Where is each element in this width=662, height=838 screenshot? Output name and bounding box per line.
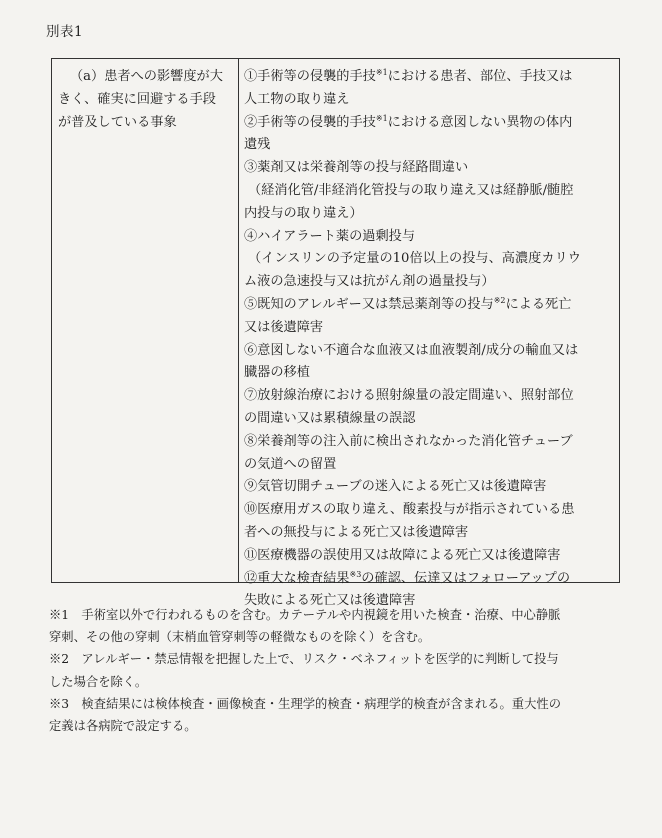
category-cell [58,66,234,134]
event-line [244,408,616,431]
event-text: における患者、部位、手技又は [387,69,573,84]
event-text: ⑪医療機器の誤使用又は故障による死亡又は後遺障害 [244,547,561,563]
event-line [244,568,616,591]
event-line [244,522,616,545]
event-text: ⑥意図しない不適合な血液又は血液製剤/成分の輸血又は [244,342,579,358]
event-item [244,294,616,340]
event-table [51,58,620,609]
event-text: ④ハイアラート薬の過剰投与 [244,228,416,244]
event-text: ②手術等の侵襲的手技 [244,114,376,130]
event-text: による死亡 [505,296,572,312]
event-item [244,66,616,112]
category-line: （a）患者への影響度が大 [70,69,223,84]
event-item [244,340,616,386]
footnote-line: ※2 アレルギー・禁忌情報を把握した上で、リスク・ベネフィットを医学的に判断して投与 [49,652,559,667]
footnote-marker: ※1 [375,113,388,123]
event-text: の気道への留置 [244,456,337,472]
event-text: 臓器の移植 [244,365,310,381]
event-line [244,317,616,340]
event-item [244,499,616,545]
event-text: （インスリンの予定量の10倍以上の投与、高濃度カリウ [248,251,581,267]
event-text: ③薬剤又は栄養剤等の投与経路間違い [244,160,469,176]
event-line [244,385,616,408]
footnote-marker: ※2 [493,295,506,305]
event-item [244,431,616,477]
event-line [244,66,616,89]
event-text: ⑧栄養剤等の注入前に検出されなかった消化管チューブ [244,433,573,449]
event-text: ム液の急速投与又は抗がん剤の過量投与） [244,274,495,290]
event-line [244,340,616,363]
event-text: ⑫重大な検査結果 [244,570,350,586]
category-line: が普及している事象 [58,114,177,130]
event-line [244,134,616,157]
event-line [244,545,616,568]
events-cell [244,66,616,613]
event-line [244,294,616,317]
event-line [244,180,616,203]
event-text: ①手術等の侵襲的手技 [244,69,376,84]
event-text: の確認、伝達又はフォローアップの [361,570,571,586]
footnote-line: ※1 手術室以外で行われるものを含む。カテーテルや内視鏡を用いた検査・治療、中心静脈 [49,608,561,622]
event-line [244,271,616,294]
event-line [244,476,616,499]
event-item [244,157,616,225]
footnote-marker: ※3 [349,569,362,579]
page-title: 別表1 [46,24,84,40]
event-item [244,112,616,158]
event-line [244,362,616,385]
footnote-line: 穿刺、その他の穿刺（末梢血管穿刺等の軽微なものを除く）を含む。 [49,630,431,645]
footnotes [49,604,624,737]
event-item [244,476,616,499]
column-divider [238,59,239,582]
event-text: 人工物の取り違え [244,91,350,107]
event-text: ⑩医療用ガスの取り違え、酸素投与が指示されている患 [244,502,575,518]
event-text: 内投与の取り違え） [244,205,363,221]
footnote-line: ※3 検査結果には検体検査・画像検査・生理学的検査・病理学的検査が含まれる。重大性の [49,696,561,711]
event-line [244,454,616,477]
event-line [244,203,616,226]
category-line: きく、確実に回避する手段 [58,91,216,107]
event-item [244,226,616,294]
footnote-marker: ※1 [375,68,388,77]
event-text: 遺残 [244,137,271,153]
footnote-line: 定義は各病院で設定する。 [49,719,197,734]
event-line [244,248,616,271]
footnote-line: した場合を除く。 [49,674,148,689]
event-text: （経消化管/非経消化管投与の取り違え又は経静脈/髄腔 [248,182,574,198]
event-text: ⑦放射線治療における照射線量の設定間違い、照射部位 [244,388,574,404]
event-line [244,226,616,249]
event-text: の間違い又は累積線量の誤認 [244,410,416,426]
event-line [244,431,616,454]
event-item [244,545,616,568]
event-text: 者への無投与による死亡又は後遺障害 [244,524,469,540]
event-item [244,385,616,431]
event-text: 又は後遺障害 [244,319,324,335]
event-line [244,499,616,522]
event-line [244,112,616,135]
event-text: ⑨気管切開チューブの迷入による死亡又は後遺障害 [244,479,547,495]
event-text: における意図しない異物の体内 [387,114,573,130]
event-text: 失敗による死亡又は後遺障害 [244,593,416,609]
event-line [244,157,616,180]
event-line [244,89,616,112]
event-text: ⑤既知のアレルギー又は禁忌薬剤等の投与 [244,296,494,312]
